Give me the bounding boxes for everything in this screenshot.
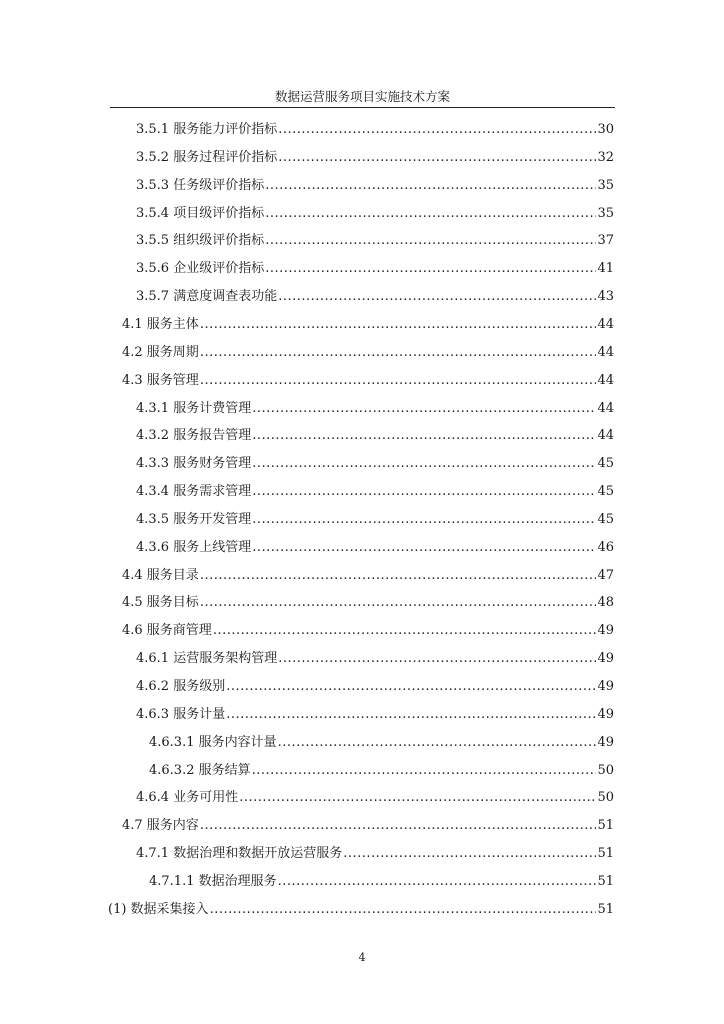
toc-entry-page: 30 xyxy=(597,122,614,137)
toc-entry[interactable] xyxy=(136,426,614,446)
toc-entry[interactable] xyxy=(136,176,614,196)
toc-dot-leader xyxy=(252,482,596,502)
toc-entry-page: 50 xyxy=(597,762,614,778)
toc-entry-page: 51 xyxy=(597,873,614,889)
toc-dot-leader xyxy=(200,343,597,363)
toc-dot-leader xyxy=(252,510,596,530)
page-number: 4 xyxy=(358,951,366,964)
toc-entry-label: 4.1 服务主体 xyxy=(122,316,199,332)
toc-entry-page: 43 xyxy=(597,289,614,305)
toc-entry[interactable] xyxy=(136,399,614,419)
toc-entry-page: 47 xyxy=(597,567,614,583)
toc-entry-page: 51 xyxy=(597,818,614,834)
toc-entry[interactable] xyxy=(122,621,614,641)
toc-dot-leader xyxy=(252,399,596,419)
toc-entry[interactable] xyxy=(122,371,614,391)
toc-entry-label: 4.6 服务商管理 xyxy=(122,623,212,639)
toc-entry-label: 4.7.1.1 数据治理服务 xyxy=(149,873,277,889)
toc-dot-leader xyxy=(200,816,597,836)
toc-entry[interactable] xyxy=(122,343,614,363)
toc-entry[interactable] xyxy=(108,900,614,920)
toc-entry-label: 4.3.1 服务计费管理 xyxy=(136,400,252,416)
toc-dot-leader xyxy=(343,844,596,864)
toc-entry[interactable] xyxy=(136,259,614,279)
toc-entry-label: 3.5.2 服务过程评价指标 xyxy=(136,149,278,165)
toc-entry[interactable] xyxy=(136,231,614,251)
toc-dot-leader xyxy=(265,204,596,224)
toc-entry-page: 48 xyxy=(597,595,614,611)
toc-entry-label: 3.5.6 企业级评价指标 xyxy=(136,261,265,277)
toc-entry-page: 45 xyxy=(597,456,614,472)
page-header-title: 数据运营服务项目实施技术方案 xyxy=(274,89,450,104)
toc-entry-label: 3.5.5 组织级评价指标 xyxy=(136,233,265,249)
toc-entry[interactable] xyxy=(149,872,614,892)
toc-entry[interactable] xyxy=(136,454,614,474)
toc-entry-label: 4.3.2 服务报告管理 xyxy=(136,428,252,444)
toc-dot-leader xyxy=(252,761,597,781)
toc-dot-leader xyxy=(239,788,596,808)
toc-entry[interactable] xyxy=(136,788,614,808)
toc-entry-page: 32 xyxy=(597,149,614,165)
toc-entry-label: 4.5 服务目标 xyxy=(122,595,199,611)
toc-entry-label: (1) 数据采集接入 xyxy=(108,901,209,917)
toc-entry-page: 46 xyxy=(597,539,614,555)
toc-entry-label: 4.2 服务周期 xyxy=(122,344,199,360)
toc-entry[interactable] xyxy=(136,705,614,725)
toc-entry-label: 4.6.3.1 服务内容计量 xyxy=(149,734,277,750)
toc-entry[interactable] xyxy=(136,844,614,864)
toc-dot-leader xyxy=(210,900,597,920)
toc-dot-leader xyxy=(200,371,597,391)
toc-entry[interactable] xyxy=(122,566,614,586)
toc-entry-page: 35 xyxy=(597,177,614,193)
toc-dot-leader xyxy=(200,566,597,586)
toc-dot-leader xyxy=(213,621,597,641)
toc-entry-label: 3.5.4 项目级评价指标 xyxy=(136,205,265,221)
toc-entry[interactable] xyxy=(136,510,614,530)
toc-entry[interactable] xyxy=(136,482,614,502)
toc-entry-label: 4.7 服务内容 xyxy=(122,818,199,834)
toc-entry-page: 49 xyxy=(597,651,614,667)
toc-dot-leader xyxy=(278,733,597,753)
toc-dot-leader xyxy=(252,426,596,446)
toc-entry-label: 4.6.4 业务可用性 xyxy=(136,790,239,806)
toc-dot-leader xyxy=(265,259,596,279)
toc-dot-leader xyxy=(265,231,596,251)
toc-entry[interactable] xyxy=(136,538,614,558)
toc-entry-page: 44 xyxy=(597,372,614,388)
toc-dot-leader xyxy=(278,872,597,892)
toc-entry-page: 49 xyxy=(597,679,614,694)
toc-dot-leader xyxy=(200,315,597,335)
toc-entry-label: 3.5.3 任务级评价指标 xyxy=(136,177,265,193)
toc-entry-page: 49 xyxy=(597,734,614,750)
toc-dot-leader xyxy=(265,176,596,196)
toc-entry-page: 44 xyxy=(597,428,614,444)
toc-entry-page: 49 xyxy=(597,623,614,639)
toc-entry-page: 50 xyxy=(597,790,614,806)
toc-entry-label: 4.6.2 服务级别 xyxy=(136,679,226,694)
toc-dot-leader xyxy=(278,120,596,140)
toc-entry[interactable] xyxy=(122,816,614,836)
toc-entry-label: 4.3 服务管理 xyxy=(122,372,199,388)
toc-entry-page: 51 xyxy=(597,846,614,862)
toc-entry-page: 41 xyxy=(597,261,614,277)
toc-entry-page: 44 xyxy=(597,400,614,416)
toc-entry[interactable] xyxy=(122,593,614,613)
toc-dot-leader xyxy=(252,538,596,558)
toc-entry-label: 4.6.1 运营服务架构管理 xyxy=(136,651,278,667)
toc-entry-label: 3.5.1 服务能力评价指标 xyxy=(136,122,278,137)
toc-entry[interactable] xyxy=(149,761,614,781)
toc-entry-label: 4.4 服务目录 xyxy=(122,567,199,583)
toc-entry[interactable] xyxy=(136,677,614,697)
toc-dot-leader xyxy=(226,677,596,697)
toc-entry[interactable] xyxy=(136,649,614,669)
toc-entry[interactable] xyxy=(149,733,614,753)
toc-entry[interactable] xyxy=(136,287,614,307)
toc-entry-label: 4.6.3 服务计量 xyxy=(136,706,226,722)
toc-entry-page: 45 xyxy=(597,511,614,527)
toc-dot-leader xyxy=(200,593,597,613)
toc-entry-label: 4.7.1 数据治理和数据开放运营服务 xyxy=(136,846,343,862)
toc-entry[interactable] xyxy=(136,204,614,224)
toc-entry-page: 44 xyxy=(597,316,614,332)
toc-entry[interactable] xyxy=(122,315,614,335)
toc-entry[interactable] xyxy=(136,120,614,140)
toc-entry-label: 4.3.6 服务上线管理 xyxy=(136,539,252,555)
toc-entry-page: 45 xyxy=(597,484,614,500)
toc-entry-label: 4.3.5 服务开发管理 xyxy=(136,511,252,527)
toc-entry-label: 4.3.4 服务需求管理 xyxy=(136,484,252,500)
toc-entry-page: 37 xyxy=(597,233,614,249)
toc-dot-leader xyxy=(252,454,596,474)
toc-entry-page: 49 xyxy=(597,706,614,722)
toc-entry-label: 4.3.3 服务财务管理 xyxy=(136,456,252,472)
toc-entry-page: 51 xyxy=(597,901,614,917)
toc-entry-label: 4.6.3.2 服务结算 xyxy=(149,762,251,778)
toc-entry-page: 35 xyxy=(597,205,614,221)
toc-dot-leader xyxy=(226,705,596,725)
toc-dot-leader xyxy=(278,148,596,168)
header-divider xyxy=(110,107,615,108)
toc-dot-leader xyxy=(278,287,596,307)
toc-dot-leader xyxy=(278,649,596,669)
toc-entry[interactable] xyxy=(136,148,614,168)
toc-entry-page: 44 xyxy=(597,344,614,360)
toc-entry-label: 3.5.7 满意度调查表功能 xyxy=(136,289,278,305)
